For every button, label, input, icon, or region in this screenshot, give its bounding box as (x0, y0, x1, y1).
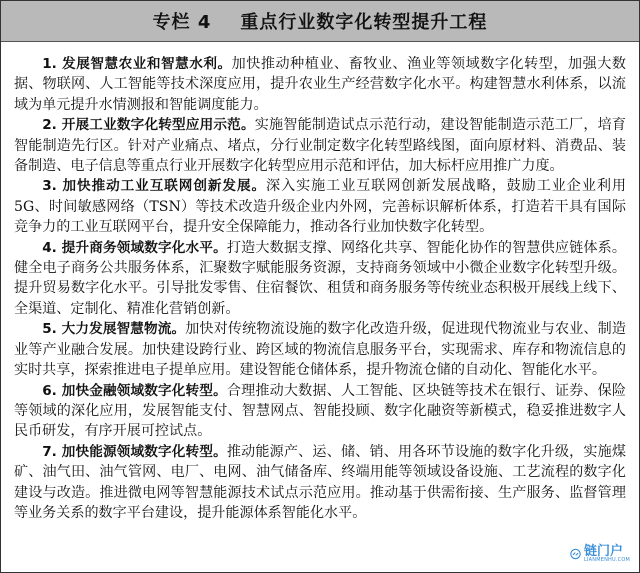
paragraph-body: 推动能源产、运、储、销、用各环节设施的数字化升级，实施煤矿、油气田、油气管网、电厂、电网、油气储备库、终端用能等领域设备设施、工艺流程的数字化建设与改造。推进微电网等智慧能源技术试点示范应用。推动基于供需衔接、生产服务、监督管理等业务关系的数字平台建设，提升能源体系智能化水平。 (14, 443, 627, 521)
paragraph-body: 合理推动大数据、人工智能、区块链等技术在银行、证券、保险等领域的深化应用，发展智能支付、智慧网点、智能投顾、数字化融资等新模式，稳妥推进数字人民币研发，有序开展可控试点。 (14, 382, 627, 440)
paragraph-body: 深入实施工业互联网创新发展战略，鼓励工业企业利用 5G、时间敏感网络（TSN）等技术改造升级企业内外网，完善标识解析体系，打造若干具有国际竞争力的工业互联网平台，提升安全保障能力，推动各行业加快数字化转型。 (14, 178, 627, 236)
paragraph-finance (14, 381, 626, 442)
watermark-site: LIANMENHU.COM (584, 557, 630, 563)
paragraph-heading: 3. 加快推动工业互联网创新发展。 (42, 178, 267, 195)
paragraph-commerce (14, 238, 626, 320)
paragraph-heading: 1. 发展智慧农业和智慧水利。 (42, 56, 232, 72)
paragraph-body: 实施智能制造试点示范行动，建设智能制造示范工厂，培育智能制造先行区。针对产业痛点、堵点，分行业制定数字化转型路线图，面向原材料、消费品、装备制造、电子信息等重点行业开展数字化转型应用示范和评估，加大标杆应用推广力度。 (14, 117, 626, 175)
paragraph-industry-demo (14, 115, 626, 176)
paragraph-heading: 7. 加快能源领域数字化转型。 (42, 443, 227, 460)
paragraph-energy (14, 442, 626, 524)
paragraph-heading: 2. 开展工业数字化转型应用示范。 (42, 117, 255, 134)
column-content (1, 42, 639, 523)
column-title: 专栏 4 重点行业数字化转型提升工程 (152, 12, 488, 33)
watermark (570, 541, 630, 567)
watermark-text (584, 545, 630, 563)
paragraph-body: 打造大数据支撑、网络化共享、智能化协作的智慧供应链体系。健全电子商务公共服务体系，汇聚数字赋能服务资源，支持商务领域中小微企业数字化转型升级。提升贸易数字化水平。引导批发零售、住宿餐饮、租赁和商务服务等传统业态积极开展线上线下、全渠道、定制化、精准化营销创新。 (14, 239, 627, 317)
paragraph-heading: 6. 加快金融领域数字化转型。 (42, 382, 227, 399)
paragraph-heading: 5. 大力发展智慧物流。 (42, 321, 186, 338)
paragraph-body: 加快对传统物流设施的数字化改造升级，促进现代物流业与农业、制造业等产业融合发展。加快建设跨行业、跨区域的物流信息服务平台，实现需求、库存和物流信息的实时共享，探索推进电子提单应用。建设智能仓储体系，提升物流仓储的自动化、智能化水平。 (14, 321, 626, 379)
paragraph-body: 加快推动种植业、畜牧业、渔业等领域数字化转型，加强大数据、物联网、人工智能等技术深度应用，提升农业生产经营数字化水平。构建智慧水利体系，以流域为单元提升水情测报和智能调度能力。 (14, 56, 627, 113)
watermark-name: 链门户 (584, 544, 624, 559)
paragraph-logistics (14, 319, 626, 380)
column-header (1, 1, 639, 42)
paragraph-industrial-internet (14, 176, 626, 237)
chain-link-icon (570, 545, 581, 563)
paragraph-heading: 4. 提升商务领域数字化水平。 (42, 239, 227, 256)
paragraph-agriculture-water (14, 54, 626, 115)
